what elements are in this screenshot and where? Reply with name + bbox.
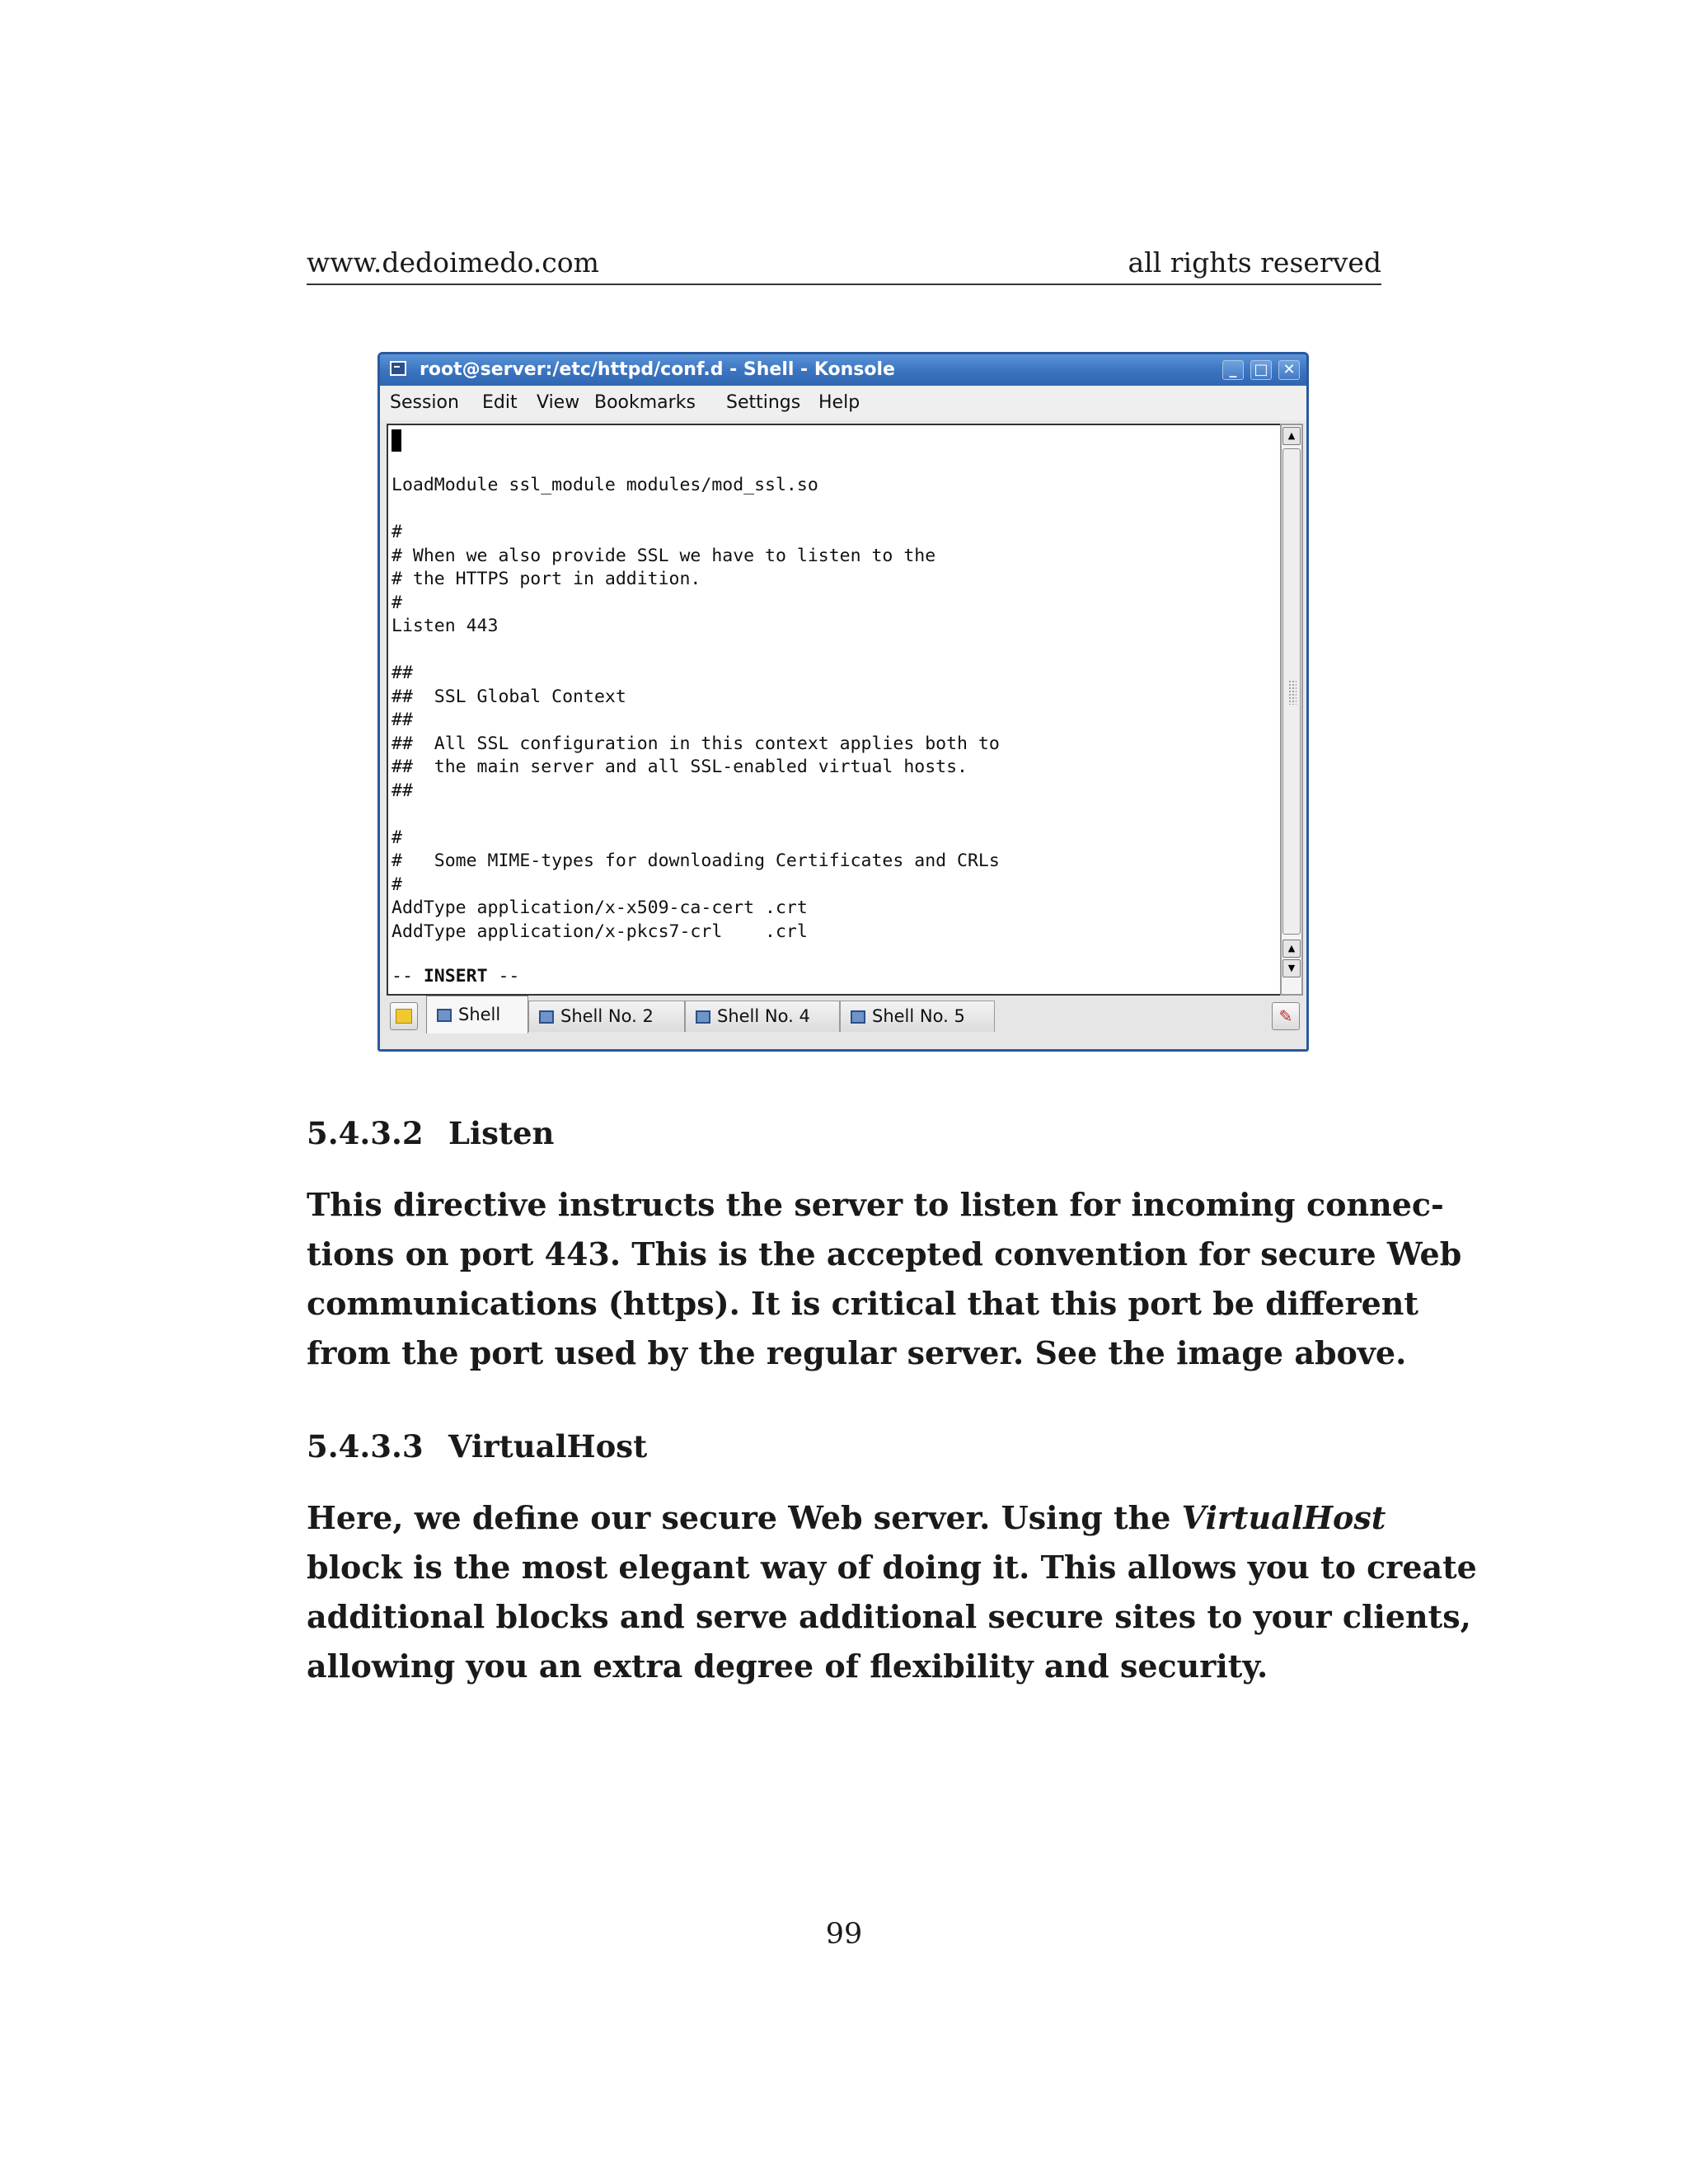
terminal-icon (696, 1010, 710, 1024)
tab-shell-4[interactable] (685, 1001, 840, 1032)
menu-help[interactable]: Help (818, 392, 860, 413)
header-site: www.dedoimedo.com (307, 246, 599, 279)
section-number: 5.4.3.3 (307, 1428, 424, 1465)
terminal-text: LoadModule ssl_module modules/mod_ssl.so # # When we also provide SSL we have to listen to the # the HTTPS port in addition. # Listen 443 ## ## SSL Global Context ## ## All SSL configuration in this context applies both to ## the main server and all SSL-enabled virtual hosts. ## # # Some MIME-types for downloading Certificates and CRLs # AddType application/x-x509-ca-cert .crt AddType application/x-pkcs7-crl .crl (392, 475, 1000, 942)
status-prefix: -- (392, 966, 424, 987)
section-heading-listen (307, 1114, 554, 1152)
menu-bookmarks[interactable]: Bookmarks (594, 392, 696, 413)
text-line: allowing you an extra degree of flexibility and security. (307, 1647, 1268, 1685)
scroll-down-arrow-icon[interactable]: ▼ (1282, 959, 1301, 977)
close-button[interactable]: ✕ (1278, 360, 1300, 380)
section-title: Listen (448, 1115, 555, 1151)
tab-shell-2[interactable] (528, 1001, 685, 1032)
header-rights: all rights reserved (1128, 246, 1381, 279)
text-line: from the port used by the regular server. See the image above. (307, 1334, 1407, 1371)
grip-icon (1288, 680, 1296, 705)
menu-edit[interactable]: Edit (482, 392, 518, 413)
terminal-icon (539, 1010, 554, 1024)
text-line (307, 1493, 1386, 1543)
terminal-area[interactable] (387, 424, 1280, 996)
menu-settings[interactable]: Settings (726, 392, 801, 413)
tab-label: Shell No. 2 (560, 1006, 654, 1026)
section-number: 5.4.3.2 (307, 1115, 424, 1151)
status-suffix: -- (487, 966, 520, 987)
status-mode: INSERT (423, 966, 488, 987)
scrollbar[interactable] (1280, 424, 1303, 996)
close-session-icon[interactable]: ✎ (1272, 1002, 1300, 1030)
paragraph-listen (307, 1180, 1462, 1378)
maximize-button[interactable]: □ (1250, 360, 1272, 380)
menu-bar (380, 386, 1306, 420)
tab-label: Shell (458, 1005, 501, 1024)
tab-label: Shell No. 4 (717, 1006, 810, 1026)
new-session-icon[interactable] (390, 1002, 418, 1030)
text-line: block is the most elegant way of doing it. This allows you to create (307, 1549, 1477, 1586)
text-line: communications (https). It is critical that this port be different (307, 1285, 1418, 1322)
minimize-button[interactable]: _ (1222, 360, 1244, 380)
tab-shell[interactable] (426, 996, 528, 1033)
konsole-window (377, 352, 1309, 1052)
text-line: This directive instructs the server to listen for incoming connec- (307, 1186, 1444, 1223)
terminal-icon (851, 1010, 865, 1024)
page-number: 99 (825, 1918, 863, 1951)
tab-label: Shell No. 5 (872, 1006, 965, 1026)
terminal-icon[interactable] (390, 361, 406, 376)
text-line: additional blocks and serve additional secure sites to your clients, (307, 1598, 1471, 1635)
scrollbar-thumb[interactable] (1282, 448, 1301, 935)
page-header (307, 246, 1381, 285)
window-title: root@server:/etc/httpd/conf.d - Shell - Konsole (420, 359, 895, 380)
emphasis-virtualhost: VirtualHost (1181, 1499, 1386, 1536)
text-run: Here, we define our secure Web server. Using the (307, 1499, 1182, 1536)
vim-status-line (392, 965, 519, 989)
text-line: tions on port 443. This is the accepted convention for secure Web (307, 1235, 1462, 1272)
paragraph-virtualhost (307, 1493, 1477, 1691)
menu-view[interactable]: View (537, 392, 580, 413)
terminal-icon (437, 1009, 452, 1022)
session-tab-bar (380, 996, 1306, 1052)
tab-shell-5[interactable] (840, 1001, 995, 1032)
scroll-up-arrow-icon[interactable]: ▲ (1282, 427, 1301, 445)
menu-session[interactable]: Session (390, 392, 459, 413)
section-title: VirtualHost (448, 1428, 648, 1465)
scroll-up-arrow-icon[interactable]: ▲ (1282, 940, 1301, 958)
section-heading-virtualhost (307, 1427, 647, 1465)
window-titlebar[interactable] (380, 354, 1306, 386)
